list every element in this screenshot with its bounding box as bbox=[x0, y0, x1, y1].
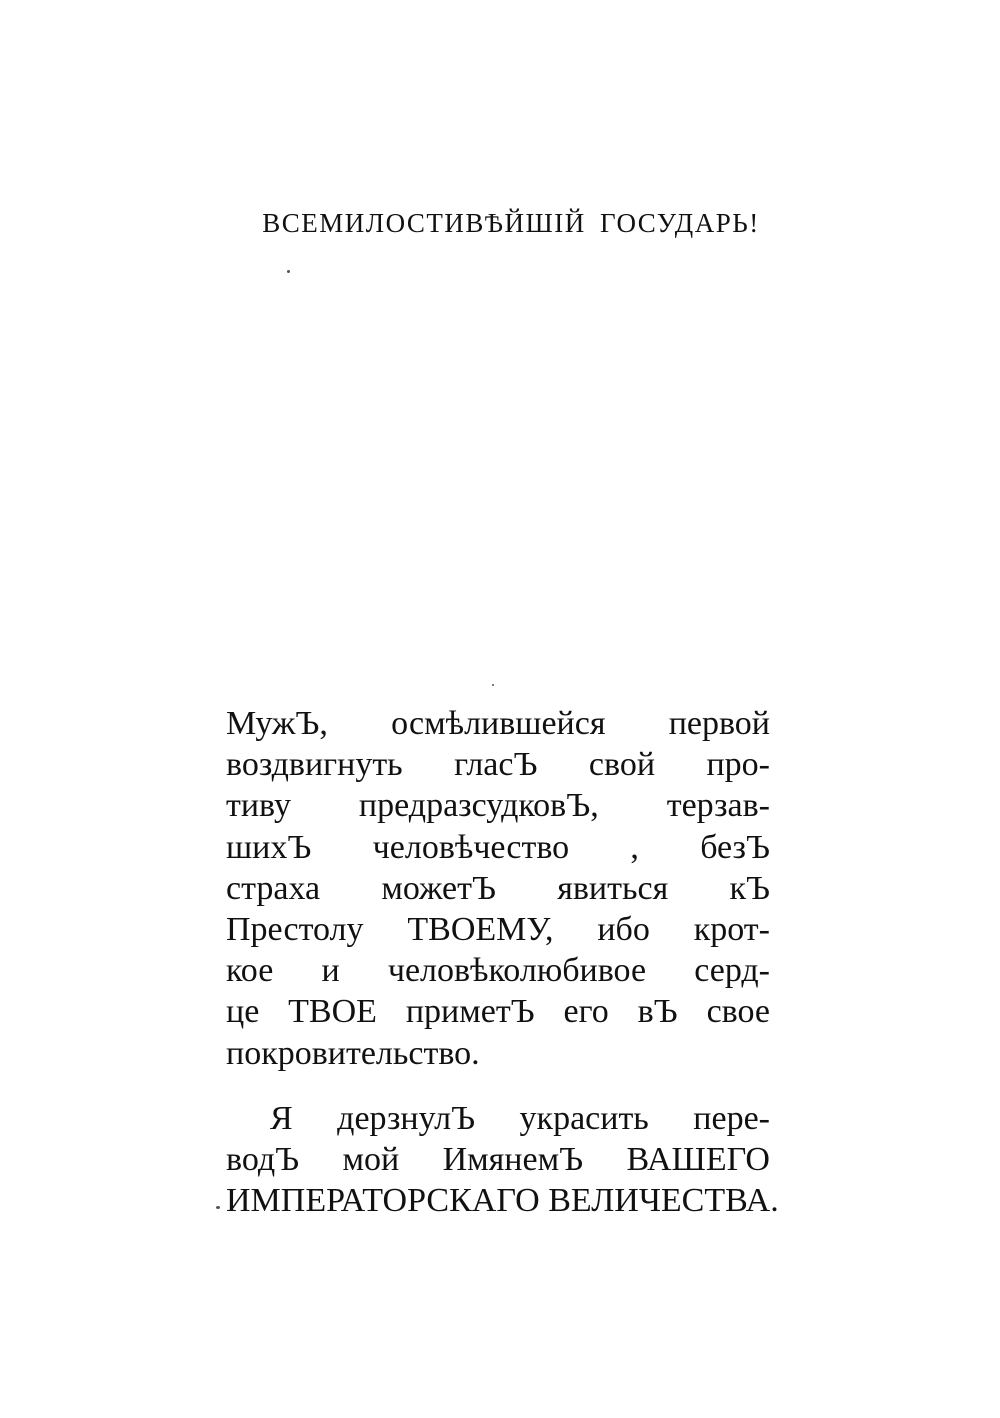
paragraph-line: Престолу ТВОЕМУ, ибо крот- bbox=[226, 911, 770, 949]
paragraph-line: водЪ мой ИмянемЪ ВАШЕГО bbox=[226, 1141, 770, 1179]
paragraph-line: тиву предразсудковЪ, терзав- bbox=[226, 787, 770, 825]
dedication-paragraph-2 bbox=[226, 1098, 779, 1222]
dedication-paragraph-1 bbox=[226, 703, 770, 1074]
paragraph-line: шихЪ человѣчество , безЪ bbox=[226, 828, 770, 866]
print-speck bbox=[216, 1206, 220, 1209]
paragraph-line: МужЪ, осмѣлившейся первой bbox=[226, 705, 770, 742]
paragraph-line: це ТВОЕ приметЪ его вЪ свое bbox=[226, 993, 770, 1031]
paragraph-line: страха можетЪ явиться кЪ bbox=[226, 869, 770, 907]
paragraph-line: ИМПЕРАТОРСКАГО ВЕЛИЧЕСТВА. bbox=[226, 1182, 779, 1220]
salutation-heading: ВСЕМИЛОСТИВѢЙШІЙ ГОСУДАРЬ! bbox=[262, 208, 760, 238]
paragraph-line: Я дерзнулЪ украсить пере- bbox=[270, 1100, 770, 1137]
paragraph-line: покровительство. bbox=[226, 1034, 480, 1072]
paragraph-line: кое и человѣколюбивое серд- bbox=[226, 952, 770, 990]
print-speck bbox=[287, 270, 290, 273]
paragraph-line: воздвигнуть гласЪ свой про- bbox=[226, 746, 770, 784]
print-speck bbox=[492, 684, 494, 686]
